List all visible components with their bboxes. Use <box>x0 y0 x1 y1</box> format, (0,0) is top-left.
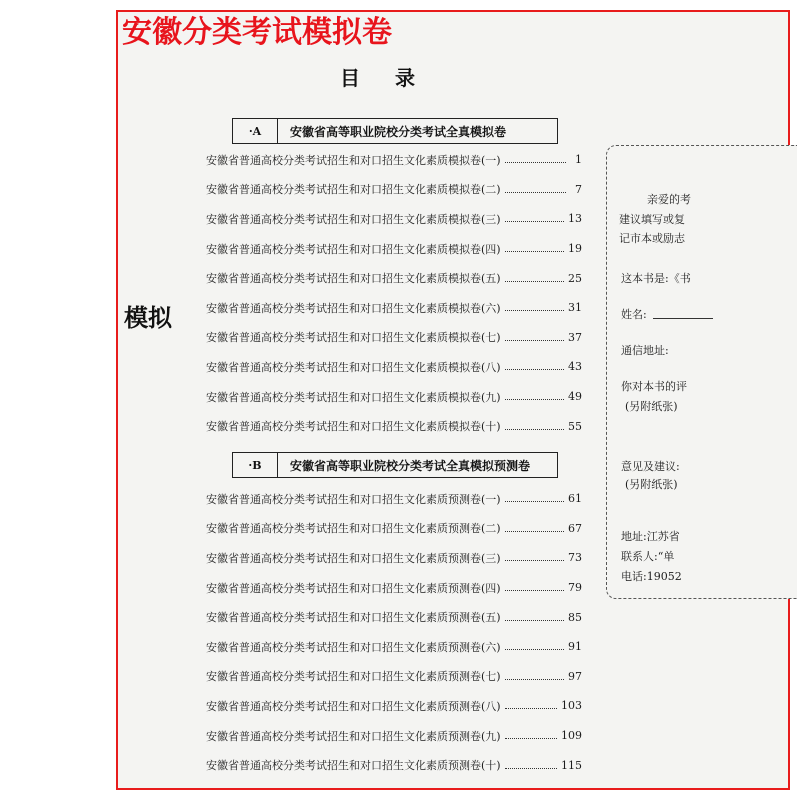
toc-entry-page: 13 <box>568 212 582 226</box>
toc-entry <box>206 750 582 780</box>
card-contact: 联系人:“单 <box>621 550 675 563</box>
toc-entry-title: 安徽省普通高校分类考试招生和对口招生文化素质模拟卷(一) <box>206 153 501 167</box>
toc-entry-title: 安徽省普通高校分类考试招生和对口招生文化素质预测卷(七) <box>206 670 501 684</box>
toc-entry-title: 安徽省普通高校分类考试招生和对口招生文化素质预测卷(一) <box>206 492 501 506</box>
section-b-header <box>232 452 558 478</box>
toc-entry-page: 97 <box>568 669 582 683</box>
toc-leader-dots <box>505 221 564 222</box>
feedback-card <box>606 145 797 599</box>
toc-entry-page: 31 <box>568 301 582 315</box>
side-label: 模拟 <box>124 304 172 332</box>
toc-leader-dots <box>505 192 566 193</box>
card-extra-paper-2: (另附纸张) <box>625 478 678 491</box>
card-address-label: 通信地址: <box>621 344 669 357</box>
toc-entry <box>206 382 582 412</box>
toc-entry-title: 安徽省普通高校分类考试招生和对口招生文化素质模拟卷(九) <box>206 390 501 404</box>
toc-entry-page: 85 <box>568 610 582 624</box>
toc-entry <box>206 263 582 293</box>
toc-entry <box>206 234 582 264</box>
toc-entry <box>206 662 582 692</box>
toc-title: 目 录 <box>340 66 429 90</box>
toc-leader-dots <box>505 560 564 561</box>
card-book-label: 这本书是:《书 <box>621 272 691 285</box>
toc-entry <box>206 293 582 323</box>
toc-entry <box>206 175 582 205</box>
toc-leader-dots <box>505 399 564 400</box>
section-b-name: 安徽省高等职业院校分类考试全真模拟预测卷 <box>290 458 531 473</box>
toc-entry-page: 1 <box>575 153 582 167</box>
toc-entry-page: 61 <box>568 492 582 506</box>
card-name-underline <box>653 318 713 319</box>
toc-entry-title: 安徽省普通高校分类考试招生和对口招生文化素质预测卷(九) <box>206 729 501 743</box>
toc-entry-title: 安徽省普通高校分类考试招生和对口招生文化素质模拟卷(六) <box>206 301 501 315</box>
toc-leader-dots <box>505 679 564 680</box>
toc-entry-page: 79 <box>568 581 582 595</box>
toc-entry-title: 安徽省普通高校分类考试招生和对口招生文化素质模拟卷(三) <box>206 212 501 226</box>
card-line-3: 记市本或励志 <box>619 232 685 245</box>
toc-entry-page: 43 <box>568 360 582 374</box>
toc-entry <box>206 145 582 175</box>
section-a-name: 安徽省高等职业院校分类考试全真模拟卷 <box>290 124 507 139</box>
card-name-label: 姓名: <box>621 308 647 321</box>
toc-entry-page: 25 <box>568 271 582 285</box>
banner-title: 安徽分类考试模拟卷 <box>122 15 392 50</box>
toc-entry-title: 安徽省普通高校分类考试招生和对口招生文化素质模拟卷(二) <box>206 183 501 197</box>
section-b-code: ·B <box>233 453 278 477</box>
toc-entry-page: 67 <box>568 521 582 535</box>
toc-leader-dots <box>505 590 564 591</box>
toc-leader-dots <box>505 162 566 163</box>
card-line-2: 建议填写或复 <box>619 213 685 226</box>
toc-leader-dots <box>505 251 564 252</box>
toc-entry <box>206 484 582 514</box>
toc-entry-title: 安徽省普通高校分类考试招生和对口招生文化素质预测卷(四) <box>206 581 501 595</box>
toc-leader-dots <box>505 531 564 532</box>
toc-entry-page: 91 <box>568 640 582 654</box>
toc-entry <box>206 204 582 234</box>
toc-entry-title: 安徽省普通高校分类考试招生和对口招生文化素质模拟卷(四) <box>206 242 501 256</box>
toc-entry-title: 安徽省普通高校分类考试招生和对口招生文化素质预测卷(六) <box>206 640 501 654</box>
toc-entry-title: 安徽省普通高校分类考试招生和对口招生文化素质模拟卷(十) <box>206 420 501 434</box>
toc-entry <box>206 691 582 721</box>
card-greeting: 亲爱的考 <box>647 193 691 206</box>
toc-entry-page: 49 <box>568 390 582 404</box>
card-suggestion-label: 意见及建议: <box>621 460 680 473</box>
card-extra-paper-1: (另附纸张) <box>625 400 678 413</box>
card-phone: 电话:19052 <box>621 570 682 583</box>
toc-entry-page: 109 <box>561 729 582 743</box>
card-addr: 地址:江苏省 <box>621 530 680 543</box>
toc-leader-dots <box>505 429 564 430</box>
toc-leader-dots <box>505 768 557 769</box>
toc-entry-page: 55 <box>568 419 582 433</box>
toc-entry <box>206 721 582 751</box>
section-a-header <box>232 118 558 144</box>
toc-entry <box>206 514 582 544</box>
toc-entry <box>206 573 582 603</box>
toc-leader-dots <box>505 738 557 739</box>
toc-leader-dots <box>505 708 557 709</box>
toc-leader-dots <box>505 340 564 341</box>
toc-leader-dots <box>505 310 564 311</box>
toc-entry-page: 115 <box>561 758 582 772</box>
toc-entry-title: 安徽省普通高校分类考试招生和对口招生文化素质预测卷(二) <box>206 522 501 536</box>
section-b-list <box>206 484 582 780</box>
toc-leader-dots <box>505 501 564 502</box>
toc-entry-page: 37 <box>568 330 582 344</box>
toc-leader-dots <box>505 649 564 650</box>
toc-entry-page: 7 <box>575 182 582 196</box>
toc-entry-title: 安徽省普通高校分类考试招生和对口招生文化素质模拟卷(七) <box>206 331 501 345</box>
toc-leader-dots <box>505 369 564 370</box>
toc-entry <box>206 323 582 353</box>
toc-entry <box>206 632 582 662</box>
toc-leader-dots <box>505 281 564 282</box>
card-opinion-label: 你对本书的评 <box>621 380 687 393</box>
toc-entry <box>206 602 582 632</box>
toc-entry-title: 安徽省普通高校分类考试招生和对口招生文化素质预测卷(五) <box>206 611 501 625</box>
toc-entry-title: 安徽省普通高校分类考试招生和对口招生文化素质模拟卷(五) <box>206 272 501 286</box>
toc-entry <box>206 411 582 441</box>
section-a-code: ·A <box>233 119 278 143</box>
toc-entry-title: 安徽省普通高校分类考试招生和对口招生文化素质预测卷(三) <box>206 551 501 565</box>
toc-entry-page: 73 <box>568 551 582 565</box>
toc-entry-title: 安徽省普通高校分类考试招生和对口招生文化素质模拟卷(八) <box>206 360 501 374</box>
toc-entry-title: 安徽省普通高校分类考试招生和对口招生文化素质预测卷(八) <box>206 699 501 713</box>
toc-entry-title: 安徽省普通高校分类考试招生和对口招生文化素质预测卷(十) <box>206 759 501 773</box>
toc-entry-page: 19 <box>568 242 582 256</box>
section-a-list <box>206 145 582 441</box>
toc-entry-page: 103 <box>561 699 582 713</box>
toc-entry <box>206 352 582 382</box>
toc-leader-dots <box>505 620 564 621</box>
toc-entry <box>206 543 582 573</box>
